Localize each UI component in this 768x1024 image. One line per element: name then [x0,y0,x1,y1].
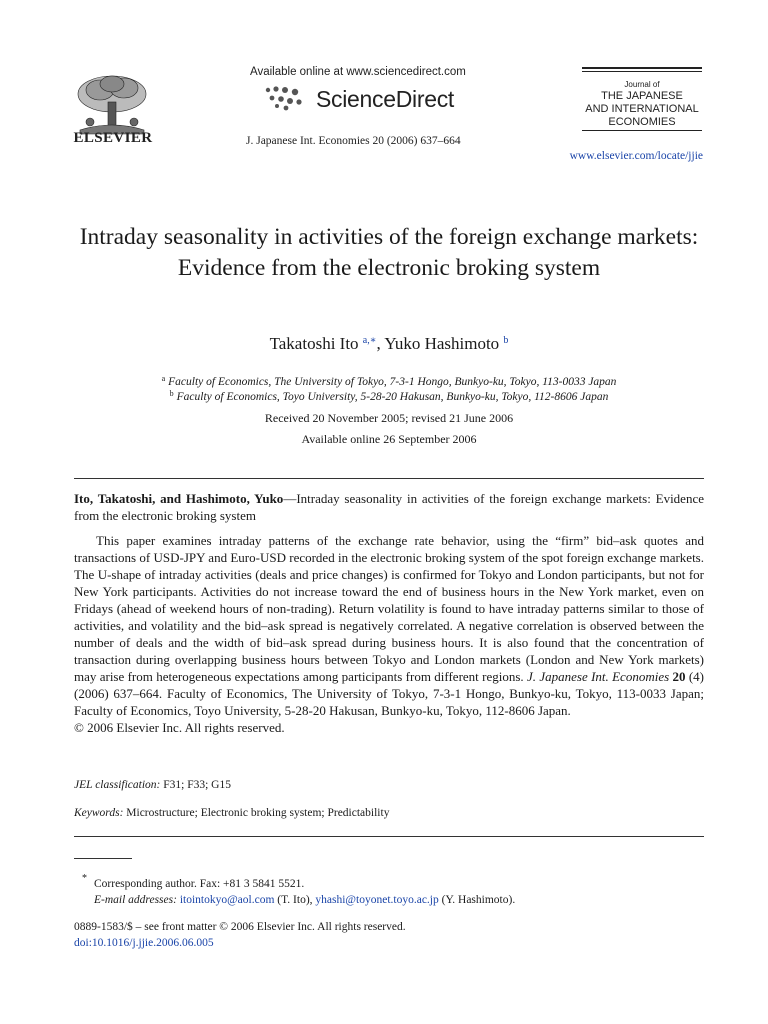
journal-of-label: Journal of [624,80,660,89]
issn-line: 0889-1583/$ – see front matter © 2006 Elsevier Inc. All rights reserved. [74,921,406,933]
abstract-ref-title: —Intraday seasonality in activities of the foreign exchange markets: Evidence from the electronic broking system [74,491,704,523]
affiliation [74,389,704,403]
affiliation-mark: b [169,389,174,398]
author-name: Takatoshi Ito [269,334,359,353]
journal-name-line: AND INTERNATIONAL [585,103,699,115]
email-label: E-mail addresses: [94,894,177,906]
journal-url-link[interactable]: www.elsevier.com/locate/jjie [569,150,703,162]
corresponding-author: Corresponding author. Fax: +81 3 5841 5521. [94,878,305,890]
sciencedirect-dots-icon [262,84,312,112]
abstract-ref-authors: Ito, Takatoshi, and Hashimoto, Yuko [74,491,284,506]
jel-value: F31; F33; G15 [163,779,231,791]
email-owner-hashimoto: (Y. Hashimoto). [438,894,516,906]
abstract-copyright: © 2006 Elsevier Inc. All rights reserved. [74,720,285,735]
footnote-star: * [82,873,87,884]
journal-name-line: THE JAPANESE [601,90,683,102]
journal-rule-bottom [582,130,702,131]
affiliation-mark: a [161,374,166,383]
jel-label: JEL classification: [74,779,161,791]
abstract-text: This paper examines intraday patterns of the exchange rate behavior, using the “firm” bid–ask quotes and transactions of USD-JPY and Euro-USD recorded in the electronic broking system of the spot foreign exchange markets. The U-shape of intraday activities (deals and price changes) is confirmed for Tokyo and London participants, but not for New York participants. Activities do not increase toward the end of business hours in the New York market, even on Fridays (ahead of weekend hours of non-trading). Return volatility is found to have intraday patterns similar to those of activities, and volatility and the bid–ask spread is negatively correlated. A negative correlation is observed between the number of deals and the width of bid–ask spread during business hours. It is also found that the concentration of transaction during overlapping business hours between Tokyo and London markets (London and New York markets) may arise from heterogeneous expectations among participants from different regions. [74,533,704,684]
journal-name-block [582,80,702,129]
abstract-volume: 20 [672,669,686,684]
article-title: Intraday seasonality in activities of the foreign exchange markets: Evidence from the electronic broking system [79,224,699,281]
author-list [74,334,704,354]
email-addresses [94,892,515,908]
keywords [74,807,389,819]
author-affiliation-link[interactable]: b [503,335,509,346]
footnote-rule [74,858,132,859]
affiliation [74,374,704,388]
abstract-text-end: (4) (2006) 637–664. Faculty of Economics, The University of Tokyo, 7-3-1 Hongo, Bunkyo-ku, Tokyo, 113-0033 Japan; Faculty of Economics, Toyo University, 5-28-20 Hakusan, Bunkyo-ku, Tokyo, 112-8606 Japan. [74,669,704,718]
keywords-value: Microstructure; Electronic broking system; Predictability [126,807,390,819]
affiliation-text: Faculty of Economics, Toyo University, 5-28-20 Hakusan, Bunkyo-ku, Tokyo, 112-8606 Japan [176,391,609,403]
email-owner-ito: (T. Ito), [274,894,316,906]
jel-classification [74,779,231,791]
affiliation-text: Faculty of Economics, The University of Tokyo, 7-3-1 Hongo, Bunkyo-ku, Tokyo, 113-0033 Japan [168,376,617,388]
email-link-hashimoto[interactable]: yhashi@toyonet.toyo.ac.jp [315,894,439,906]
abstract-rule-bottom [74,836,704,837]
keywords-label: Keywords: [74,807,124,819]
sciencedirect-name: ScienceDirect [316,86,454,112]
abstract-body [74,532,704,736]
received-dates: Received 20 November 2005; revised 21 June 2006 [264,411,514,425]
journal-rule-top-thin [582,71,702,72]
available-online-date: Available online 26 September 2006 [301,432,477,446]
sciencedirect-availability: Available online at www.sciencedirect.com [250,66,466,78]
author-separator: , [376,334,385,353]
journal-citation: J. Japanese Int. Economies 20 (2006) 637–664 [246,135,461,147]
publisher-name: ELSEVIER [73,130,153,146]
abstract-journal: J. Japanese Int. Economies [527,669,670,684]
abstract-reference [74,490,704,524]
doi-link[interactable]: doi:10.1016/j.jjie.2006.06.005 [74,937,214,949]
journal-rule-top [582,67,702,69]
email-link-ito[interactable]: itointokyo@aol.com [179,894,275,906]
author-affiliation-link[interactable]: a,∗ [362,335,377,346]
abstract-rule-top [74,478,704,479]
journal-name-line: ECONOMIES [608,116,676,128]
author-name: Yuko Hashimoto [384,334,500,353]
